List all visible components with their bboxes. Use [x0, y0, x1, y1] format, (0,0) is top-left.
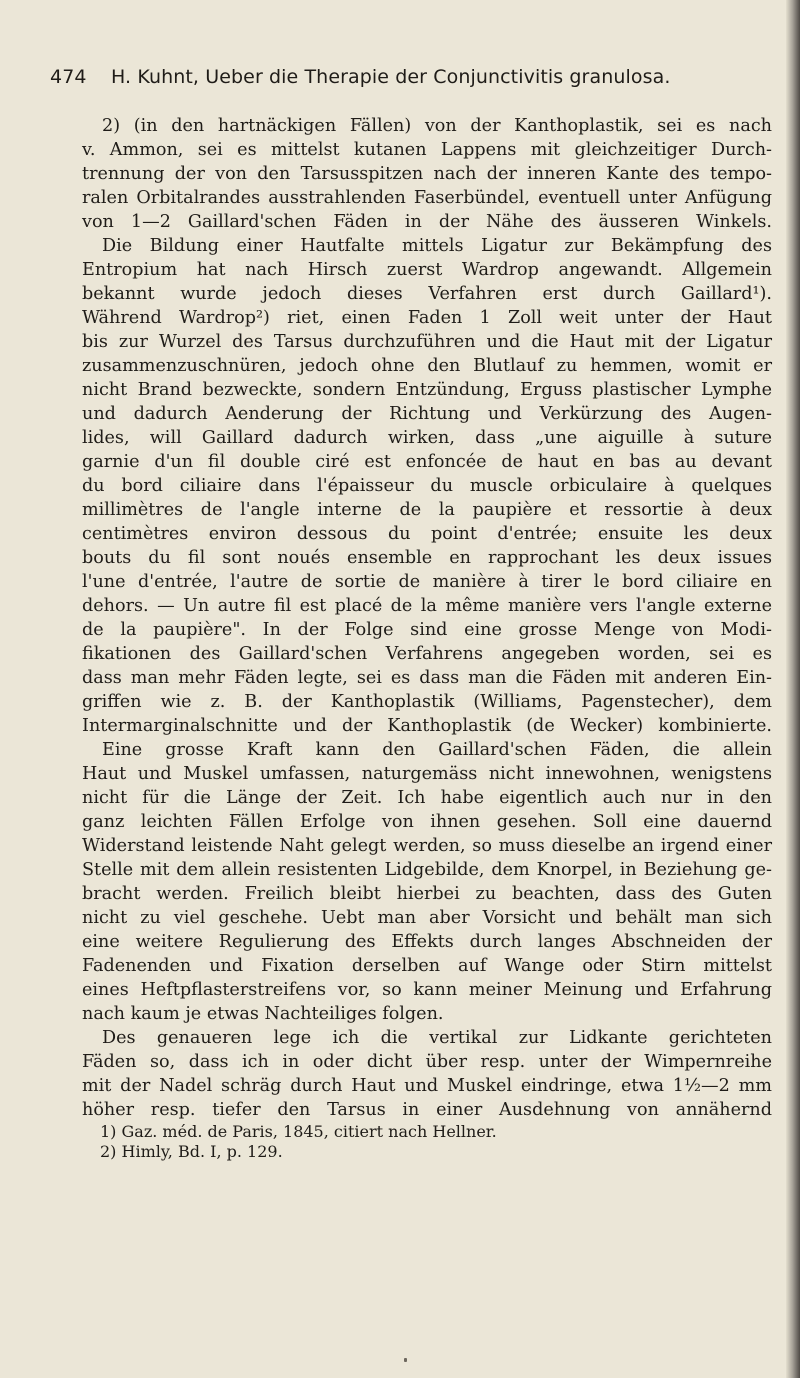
- text-line: l'une d'entrée, l'autre de sortie de manière à tirer le bord ciliaire en: [82, 572, 772, 592]
- text-line: 2) (in den hartnäckigen Fällen) von der Kanthoplastik, sei es nach: [102, 116, 772, 136]
- text-line: centimètres environ dessous du point d'entrée; ensuite les deux: [82, 524, 772, 544]
- page-number: 474: [50, 66, 87, 88]
- text-line: von 1—2 Gaillard'schen Fäden in der Nähe des äusseren Winkels.: [82, 212, 772, 232]
- text-line: trennung der von den Tarsusspitzen nach der inneren Kante des tempo-: [82, 164, 772, 184]
- text-line: Fadenenden und Fixation derselben auf Wange oder Stirn mittelst: [82, 956, 772, 976]
- text-line: Des genaueren lege ich die vertikal zur Lidkante gerichteten: [102, 1028, 772, 1048]
- text-line: bekannt wurde jedoch dieses Verfahren erst durch Gaillard¹).: [82, 284, 772, 304]
- text-line: Widerstand leistende Naht gelegt werden, so muss dieselbe an irgend einer: [82, 836, 772, 856]
- text-line: eines Heftpflasterstreifens vor, so kann meiner Meinung und Erfahrung: [82, 980, 772, 1000]
- footnote: 2) Himly, Bd. I, p. 129.: [100, 1142, 283, 1161]
- text-line: bis zur Wurzel des Tarsus durchzuführen und die Haut mit der Ligatur: [82, 332, 772, 352]
- text-line: griffen wie z. B. der Kanthoplastik (Williams, Pagenstecher), dem: [82, 692, 772, 712]
- text-line: Die Bildung einer Hautfalte mittels Ligatur zur Bekämpfung des: [102, 236, 772, 256]
- text-line: ralen Orbitalrandes ausstrahlenden Faserbündel, eventuell unter Anfügung: [82, 188, 772, 208]
- page-edge-shadow: [786, 0, 800, 1378]
- text-line: ganz leichten Fällen Erfolge von ihnen gesehen. Soll eine dauernd: [82, 812, 772, 832]
- text-line: bouts du fil sont noués ensemble en rapprochant les deux issues: [82, 548, 772, 568]
- text-line: nicht Brand bezweckte, sondern Entzündung, Erguss plastischer Lymphe: [82, 380, 772, 400]
- text-line: eine weitere Regulierung des Effekts durch langes Abschneiden der: [82, 932, 772, 952]
- text-line: und dadurch Aenderung der Richtung und Verkürzung des Augen-: [82, 404, 772, 424]
- text-line: millimètres de l'angle interne de la paupière et ressortie à deux: [82, 500, 772, 520]
- text-line: Eine grosse Kraft kann den Gaillard'schen Fäden, die allein: [102, 740, 772, 760]
- text-line: garnie d'un fil double ciré est enfoncée de haut en bas au devant: [82, 452, 772, 472]
- text-line: Intermarginalschnitte und der Kanthoplastik (de Wecker) kombinierte.: [82, 716, 772, 736]
- text-line: lides, will Gaillard dadurch wirken, dass „une aiguille à suture: [82, 428, 772, 448]
- text-line: Während Wardrop²) riet, einen Faden 1 Zoll weit unter der Haut: [82, 308, 772, 328]
- paper-speck: [404, 1358, 407, 1362]
- text-line: dehors. — Un autre fil est placé de la même manière vers l'angle externe: [82, 596, 772, 616]
- text-line: du bord ciliaire dans l'épaisseur du muscle orbiculaire à quelques: [82, 476, 772, 496]
- footnote: 1) Gaz. méd. de Paris, 1845, citiert nach Hellner.: [100, 1122, 497, 1141]
- text-line: dass man mehr Fäden legte, sei es dass man die Fäden mit anderen Ein-: [82, 668, 772, 688]
- text-line: nicht für die Länge der Zeit. Ich habe eigentlich auch nur in den: [82, 788, 772, 808]
- text-line: v. Ammon, sei es mittelst kutanen Lappens mit gleichzeitiger Durch-: [82, 140, 772, 160]
- running-title: H. Kuhnt, Ueber die Therapie der Conjunctivitis granulosa.: [111, 66, 671, 88]
- text-line: Stelle mit dem allein resistenten Lidgebilde, dem Knorpel, in Beziehung ge-: [82, 860, 772, 880]
- text-line: de la paupière". In der Folge sind eine grosse Menge von Modi-: [82, 620, 772, 640]
- text-line: Haut und Muskel umfassen, naturgemäss nicht innewohnen, wenigstens: [82, 764, 772, 784]
- text-line: zusammenzuschnüren, jedoch ohne den Blutlauf zu hemmen, womit er: [82, 356, 772, 376]
- text-line: nach kaum je etwas Nachteiliges folgen.: [82, 1004, 444, 1024]
- text-line: mit der Nadel schräg durch Haut und Muskel eindringe, etwa 1½—2 mm: [82, 1076, 772, 1096]
- text-line: Fäden so, dass ich in oder dicht über resp. unter der Wimpernreihe: [82, 1052, 772, 1072]
- text-line: fikationen des Gaillard'schen Verfahrens angegeben worden, sei es: [82, 644, 772, 664]
- text-line: höher resp. tiefer den Tarsus in einer Ausdehnung von annähernd: [82, 1100, 772, 1120]
- running-header: [0, 66, 800, 96]
- text-line: nicht zu viel geschehe. Uebt man aber Vorsicht und behält man sich: [82, 908, 772, 928]
- text-line: bracht werden. Freilich bleibt hierbei zu beachten, dass des Guten: [82, 884, 772, 904]
- text-line: Entropium hat nach Hirsch zuerst Wardrop angewandt. Allgemein: [82, 260, 772, 280]
